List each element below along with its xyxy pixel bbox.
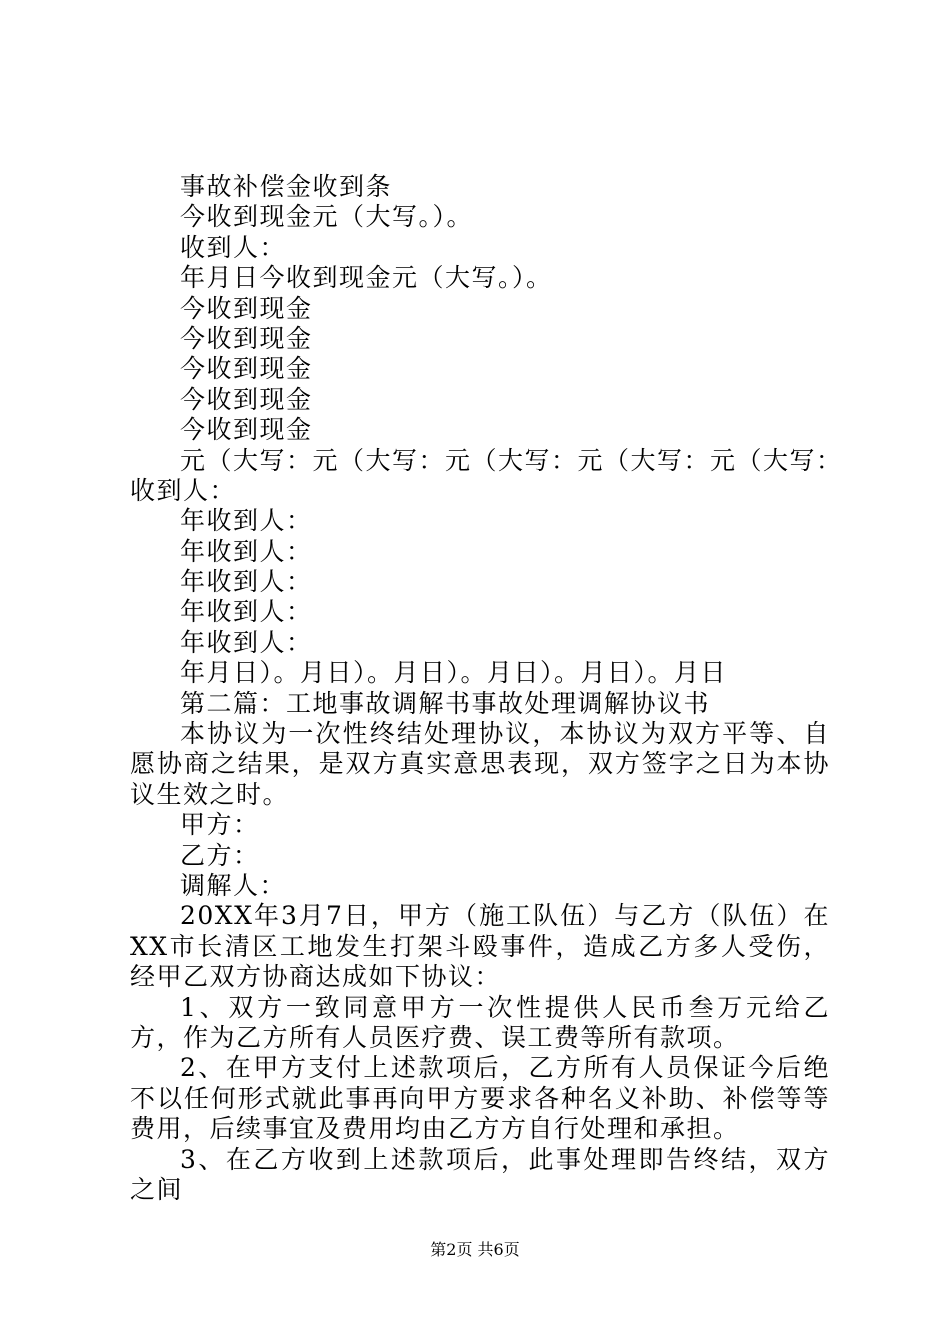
- clause-3-paragraph: 3、在乙方收到上述款项后，此事处理即告终结，双方之间: [130, 1144, 830, 1205]
- clause-2-paragraph: 2、在甲方支付上述款项后，乙方所有人员保证今后绝不以任何形式就此事再向甲方要求各种名义补助、补偿等等费用，后续事宜及费用均由乙方方自行处理和承担。: [130, 1053, 830, 1144]
- receiver-line: 年收到人：: [180, 536, 313, 566]
- receipt-amount-line: 元（大写：元（大写：元（大写：元（大写：元（大写：: [180, 445, 843, 475]
- receipt-line: 收到人：: [180, 232, 287, 262]
- receipt-line: 今收到现金元（大写。）。: [180, 202, 474, 232]
- clause-1-paragraph: 1、双方一致同意甲方一次性提供人民币叁万元给乙方，作为乙方所有人员医疗费、误工费等所有款项。: [130, 992, 830, 1053]
- page-footer: [0, 1240, 950, 1260]
- page-number: 第2页 共6页: [430, 1240, 520, 1259]
- receipt-line: 今收到现金: [180, 323, 313, 353]
- party-b-line: 乙方：: [180, 840, 260, 870]
- incident-paragraph: 20XX年3月7日，甲方（施工队伍）与乙方（队伍）在XX市长清区工地发生打架斗殴事件，造成乙方多人受伤，经甲乙双方协商达成如下协议：: [130, 901, 830, 992]
- receiver-line: 年收到人：: [180, 627, 313, 657]
- receipt-line: 今收到现金: [180, 384, 313, 414]
- party-a-line: 甲方：: [180, 810, 260, 840]
- receiver-line: 收到人：: [130, 475, 237, 505]
- receiver-line: 年收到人：: [180, 567, 313, 597]
- receipt-title: 事故补偿金收到条: [180, 172, 393, 201]
- receipt-line: 年月日今收到现金元（大写。）。: [180, 263, 553, 293]
- receipt-line: 今收到现金: [180, 293, 313, 323]
- intro-paragraph: 本协议为一次性终结处理协议，本协议为双方平等、自愿协商之结果，是双方真实意思表现，双方签字之日为本协议生效之时。: [130, 719, 830, 809]
- chapter-title: 第二篇：工地事故调解书事故处理调解协议书: [180, 688, 711, 718]
- date-line: 年月日）。月日）。月日）。月日）。月日）。月日: [180, 658, 728, 688]
- mediator-line: 调解人：: [180, 871, 287, 901]
- receiver-line: 年收到人：: [180, 597, 313, 627]
- receipt-line: 今收到现金: [180, 354, 313, 384]
- document-body: [130, 172, 843, 1205]
- receipt-line: 今收到现金: [180, 415, 313, 445]
- receiver-line: 年收到人：: [180, 506, 313, 536]
